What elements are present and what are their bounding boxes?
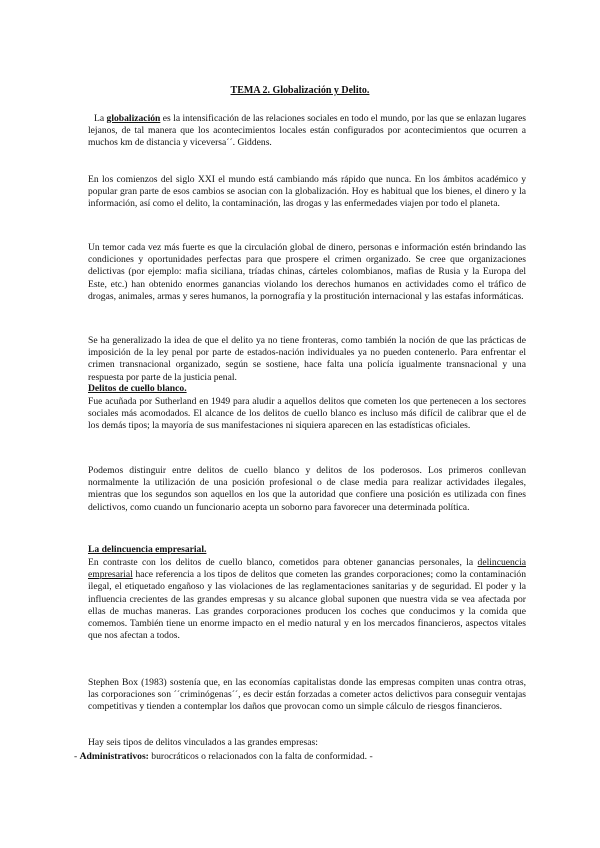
- paragraph-text: hace referencia a los tipos de delitos que cometen las grandes corporaciones; como la contaminación ilegal, el etiquetado engañoso y las violaciones de las reglamentaciones sanitarias y de seguridad. El poder y la influencia crecientes de las grandes empresas y su alcance global suponen que nuestra vida se vea afectada por ellas de muchas maneras. Las grandes corporaciones producen los coches que conducimos y la comida que comemos. También tiene un enorme impacto en el medio natural y en los mercados financieros, aspectos vitales que nos afectan a todos.: [88, 569, 526, 642]
- paragraph-text: La: [94, 113, 107, 124]
- paragraph-powerful-crimes: Podemos distinguir entre delitos de cuello blanco y delitos de los poderosos. Los primeros conllevan normalmente la utilización de una posición profesional o de clase media para realizar actividades ilegales, mientras que los segundos son aquellos en los que la autoridad que confiere una posición es utilizada con fines delictivos, como cuando un funcionario acepta un soborno para favorecer una determinada política.: [88, 465, 526, 513]
- paragraph-borderless-crime: Se ha generalizado la idea de que el delito ya no tiene fronteras, como también la noción de que las prácticas de imposición de la ley penal por parte de estados-nación individuales ya no pueden contenerlo. Para enfrentar el crimen transnacional organizado, según se sostiene, hace falta una policía igualmente transnacional y una respuesta por parte de la justicia penal.: [88, 335, 526, 383]
- term-globalizacion: globalización: [106, 113, 161, 124]
- list-dash: -: [74, 751, 80, 762]
- paragraph-text: es la intensificación de las relaciones sociales en todo el mundo, por las que se enlazan lugares lejanos, de tal manera que los acontecimientos locales están configurados por acontecimientos que ocurren a muchos km de distancia y viceversa´´. Giddens.: [88, 113, 526, 149]
- list-item-text: burocráticos o relacionados con la falta de conformidad. -: [148, 751, 373, 762]
- heading-corporate-crime: La delincuencia empresarial.: [88, 544, 207, 555]
- paragraph-corporate-crime: [88, 557, 526, 642]
- term-delincuencia-empresarial: delincuencia empresarial: [88, 557, 526, 581]
- paragraph-sutherland: Fue acuñada por Sutherland en 1949 para aludir a aquellos delitos que cometen los que pertenecen a los sectores sociales más acomodados. El alcance de los delitos de cuello blanco es incluso más difícil de calibrar que el de los demás tipos; la mayoría de sus manifestaciones ni siquiera aparecen en las estadísticas oficiales.: [88, 396, 526, 432]
- list-item-administrativos: [74, 751, 534, 763]
- paragraph-six-types: Hay seis tipos de delitos vinculados a las grandes empresas:: [88, 737, 318, 748]
- paragraph-globalization-definition: [88, 113, 526, 150]
- paragraph-organized-crime: Un temor cada vez más fuerte es que la circulación global de dinero, personas e información estén brindando las condiciones y oportunidades perfectas para que prospere el crimen organizado. Se cree que organizaciones delictivas (por ejemplo: mafia siciliana, tríadas chinas, cárteles colombianos, mafias de Rusia y la Europa del Este, etc.) han obtenido enormes ganancias violando los derechos humanos en actividades como el tráfico de drogas, animales, armas y seres humanos, la pornografía y la prostitución internacional y las estafas informáticas.: [88, 242, 526, 302]
- term-administrativos: Administrativos:: [79, 751, 149, 762]
- paragraph-text: En contraste con los delitos de cuello blanco, cometidos para obtener ganancias personales, la: [88, 557, 478, 568]
- heading-white-collar-crime: Delitos de cuello blanco.: [88, 383, 187, 394]
- document-title: TEMA 2. Globalización y Delito.: [230, 85, 370, 96]
- paragraph-xxi-century: En los comienzos del siglo XXI el mundo está cambiando más rápido que nunca. En los ámbitos académico y popular gran parte de esos cambios se asocian con la globalización. Hoy es habitual que los bienes, el dinero y la información, así como el delito, la contaminación, las drogas y las enfermedades viajen por todo el planeta.: [88, 174, 526, 210]
- paragraph-stephen-box: Stephen Box (1983) sostenía que, en las economías capitalistas donde las empresas compiten unas contra otras, las corporaciones son ´´criminógenas´´, es decir están forzadas a cometer actos delictivos para conseguir ventajas competitivas y tienden a contemplar los daños que provocan como un simple cálculo de riesgos financieros.: [88, 677, 526, 713]
